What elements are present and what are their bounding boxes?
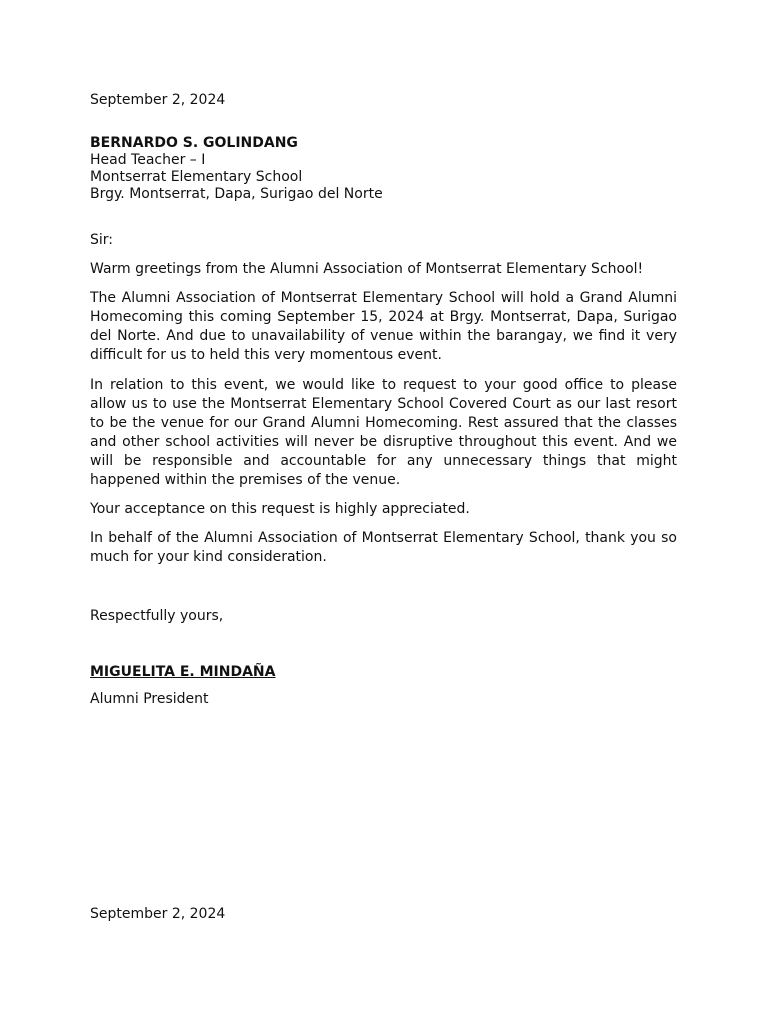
salutation: Sir: (90, 232, 114, 248)
body-paragraph-acceptance: Your acceptance on this request is highly appreciated. (90, 501, 470, 517)
body-paragraph-greeting: Warm greetings from the Alumni Association of Montserrat Elementary School! (90, 261, 644, 277)
signer-name: MIGUELITA E. MINDAÑA (90, 664, 276, 680)
recipient-title: Head Teacher – I (90, 152, 206, 168)
body-paragraph-request: In relation to this event, we would like to request to your good office to please allow us to use the Montserrat Elementary School Covered Court as our last resort to be the venue for our Grand Alumni Homecoming. Rest assured that the classes and other school activities will never be disruptive throughout this event. And we will be responsible and accountable for any unnecessary things that might happened within the premises of the venue. (90, 377, 677, 488)
recipient-block (90, 135, 677, 203)
footer-date: September 2, 2024 (90, 906, 226, 922)
closing: Respectfully yours, (90, 608, 224, 624)
signer-title: Alumni President (90, 691, 209, 707)
body-paragraph-thanks: In behalf of the Alumni Association of Montserrat Elementary School, thank you so much for your kind consideration. (90, 530, 677, 565)
recipient-address: Brgy. Montserrat, Dapa, Surigao del Norte (90, 186, 383, 202)
recipient-name: BERNARDO S. GOLINDANG (90, 135, 298, 151)
body-paragraph-event: The Alumni Association of Montserrat Elementary School will hold a Grand Alumni Homecoming this coming September 15, 2024 at Brgy. Montserrat, Dapa, Surigao del Norte. And due to unavailability of venue within the barangay, we find it very difficult for us to held this very momentous event. (90, 290, 677, 363)
recipient-school: Montserrat Elementary School (90, 169, 303, 185)
letter-date: September 2, 2024 (90, 92, 226, 108)
